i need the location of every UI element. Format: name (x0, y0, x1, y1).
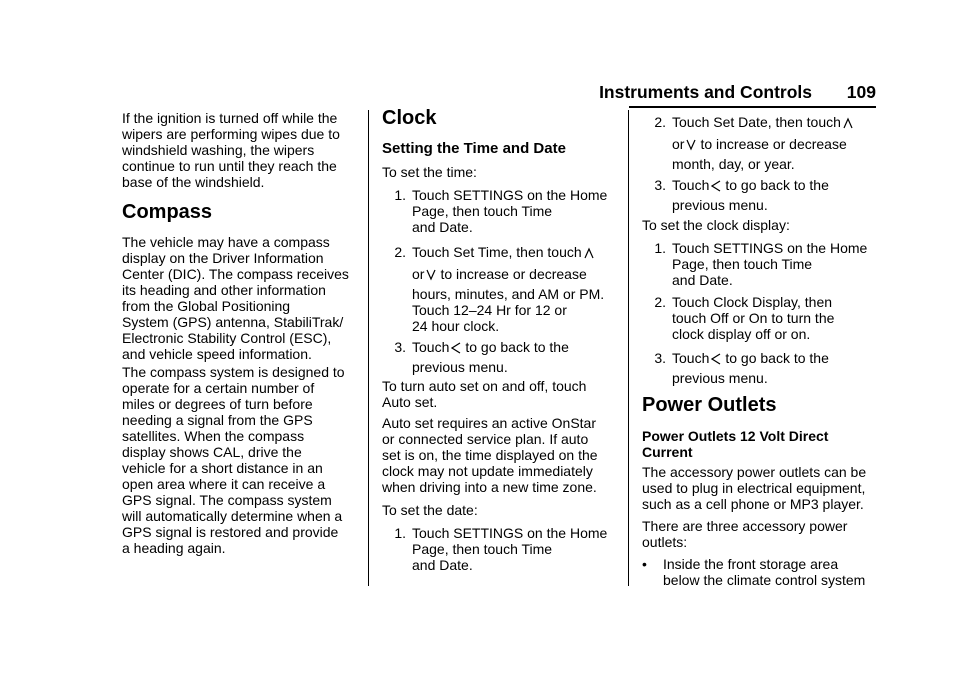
back-arrow-icon (711, 353, 721, 365)
power-outlets-paragraph: The accessory power outlets can be used to plug in electrical equipment, such as a cell phone or MP3 player. (642, 464, 867, 512)
to-set-time-label: To set the time: (382, 164, 477, 180)
power-outlets-subheading: Power Outlets 12 Volt Direct Current (642, 428, 829, 460)
up-arrow-icon (584, 247, 594, 259)
auto-set-paragraph: To turn auto set on and off, touch Auto set. (382, 378, 587, 410)
compass-paragraph: The vehicle may have a compass display on the Driver Information Center (DIC). The compass receives its heading and other information from the Global Positioning System (GPS) antenna, StabiliTrak/ Electronic Stability Control (ESC), and vehicle speed information. (122, 234, 349, 362)
to-set-date-label: To set the date: (382, 502, 478, 518)
down-arrow-icon (426, 269, 436, 281)
page-header (0, 82, 876, 106)
column-divider (368, 110, 369, 586)
header-rule (629, 106, 876, 108)
section-title: Instruments and Controls (599, 82, 812, 102)
column-divider (628, 110, 629, 586)
power-outlets-heading: Power Outlets (642, 394, 777, 416)
auto-set-requirement-paragraph: Auto set requires an active OnStar or connected service plan. If auto set is on, the time displayed on the clock may not update immediately when driving into a new time zone. (382, 415, 598, 495)
clock-heading: Clock (382, 107, 437, 129)
outlet-count-paragraph: There are three accessory power outlets: (642, 518, 848, 550)
compass-heading: Compass (122, 201, 213, 223)
bullet-mark: • (642, 556, 647, 572)
to-set-display-label: To set the clock display: (642, 217, 790, 233)
back-arrow-icon (711, 180, 721, 192)
up-arrow-icon (843, 117, 853, 129)
compass-system-paragraph: The compass system is designed to operate for a certain number of miles or degrees of turn before needing a signal from the GPS satellites. When the compass display shows CAL, drive the vehicle for a short distance in an open area where it can receive a GPS signal. The compass system will automatically determine when a GPS signal is restored and provide a heading again. (122, 364, 345, 556)
page-number: 109 (846, 82, 876, 102)
back-arrow-icon (451, 342, 461, 354)
wiper-paragraph: If the ignition is turned off while the wipers are performing wipes due to windshield washing, the wipers continue to run until they reach the base of the windshield. (122, 110, 340, 190)
down-arrow-icon (686, 139, 696, 151)
setting-time-date-heading: Setting the Time and Date (382, 140, 566, 157)
